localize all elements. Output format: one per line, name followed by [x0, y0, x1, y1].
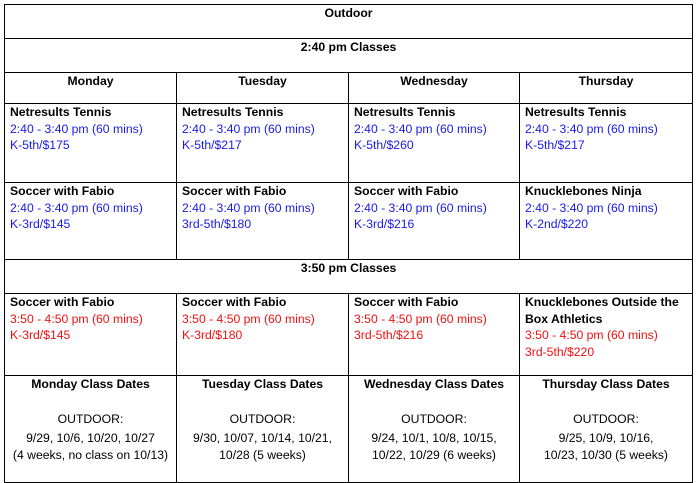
- class-time: 2:40 - 3:40 pm (60 mins): [354, 200, 487, 215]
- class-name: Netresults Tennis: [525, 105, 627, 119]
- class-time: 2:40 - 3:40 pm (60 mins): [354, 121, 487, 136]
- class-time: 2:40 - 3:40 pm (60 mins): [10, 200, 143, 215]
- class-price: K-3rd/$145: [10, 328, 71, 342]
- class-name: Soccer with Fabio: [182, 184, 287, 198]
- day-header-monday: Monday: [5, 73, 177, 104]
- class-cell: [349, 104, 520, 183]
- class-dates-label: OUTDOOR:: [573, 411, 639, 426]
- class-price: K-2nd/$220: [525, 217, 589, 231]
- class-dates-list: 9/24, 10/1, 10/8, 10/15, 10/22, 10/29 (6 weeks): [371, 431, 497, 462]
- class-dates-cell: [520, 376, 693, 483]
- class-cell: [520, 183, 693, 260]
- class-price: K-5th/$217: [182, 138, 242, 152]
- class-cell: [177, 294, 349, 376]
- class-price: K-3rd/$145: [10, 217, 71, 231]
- class-time: 2:40 - 3:40 pm (60 mins): [525, 121, 658, 136]
- class-name: Knucklebones Ninja: [525, 184, 642, 198]
- class-cell: [5, 294, 177, 376]
- section-header-row: [5, 39, 693, 73]
- class-name: Netresults Tennis: [354, 105, 456, 119]
- class-price: K-5th/$217: [525, 138, 585, 152]
- schedule-table: [4, 4, 693, 483]
- day-header-thursday: Thursday: [520, 73, 693, 104]
- class-time: 2:40 - 3:40 pm (60 mins): [10, 121, 143, 136]
- class-price: K-5th/$260: [354, 138, 414, 152]
- day-header-wednesday: Wednesday: [349, 73, 520, 104]
- class-name: Soccer with Fabio: [354, 295, 459, 309]
- class-name: Soccer with Fabio: [10, 184, 115, 198]
- class-name: Netresults Tennis: [10, 105, 112, 119]
- class-dates-label: OUTDOOR:: [401, 411, 467, 426]
- class-cell: [349, 183, 520, 260]
- class-cell: [520, 104, 693, 183]
- class-dates-title: Thursday Class Dates: [542, 377, 670, 391]
- class-name: Knucklebones Outside the Box Athletics: [525, 295, 679, 326]
- class-cell: [5, 183, 177, 260]
- class-time: 3:50 - 4:50 pm (60 mins): [182, 311, 315, 326]
- class-dates-list: 9/25, 10/9, 10/16, 10/23, 10/30 (5 weeks): [544, 431, 668, 462]
- class-time: 2:40 - 3:40 pm (60 mins): [525, 200, 658, 215]
- class-dates-label: OUTDOOR:: [229, 411, 296, 426]
- class-price: K-3rd/$216: [354, 217, 415, 231]
- class-price: K-3rd/$180: [182, 328, 243, 342]
- class-dates-title: Monday Class Dates: [31, 377, 150, 391]
- class-time: 2:40 - 3:40 pm (60 mins): [182, 200, 315, 215]
- table-title: Outdoor: [5, 5, 693, 39]
- section-title-240: 2:40 pm Classes: [5, 39, 693, 73]
- class-dates-cell: [5, 376, 177, 483]
- class-time: 3:50 - 4:50 pm (60 mins): [354, 311, 487, 326]
- section-header-row: [5, 260, 693, 294]
- class-row: [5, 294, 693, 376]
- class-dates-cell: [177, 376, 349, 483]
- class-time: 2:40 - 3:40 pm (60 mins): [182, 121, 315, 136]
- class-name: Soccer with Fabio: [10, 295, 115, 309]
- class-row: [5, 104, 693, 183]
- class-cell: [520, 294, 693, 376]
- class-price: 3rd-5th/$216: [354, 328, 424, 342]
- section-title-350: 3:50 pm Classes: [5, 260, 693, 294]
- class-cell: [349, 294, 520, 376]
- class-row: [5, 183, 693, 260]
- class-dates-title: Tuesday Class Dates: [201, 377, 324, 391]
- day-header-row: [5, 73, 693, 104]
- class-time: 3:50 - 4:50 pm (60 mins): [10, 311, 143, 326]
- class-name: Soccer with Fabio: [354, 184, 459, 198]
- class-name: Netresults Tennis: [182, 105, 284, 119]
- class-dates-cell: [349, 376, 520, 483]
- class-price: 3rd-5th/$180: [182, 217, 252, 231]
- class-dates-list: 9/29, 10/6, 10/20, 10/27 (4 weeks, no class on 10/13): [12, 431, 169, 462]
- class-cell: [177, 183, 349, 260]
- class-dates-list: 9/30, 10/07, 10/14, 10/21, 10/28 (5 weeks): [193, 431, 332, 462]
- class-dates-title: Wednesday Class Dates: [364, 377, 504, 391]
- class-dates-label: OUTDOOR:: [57, 411, 124, 426]
- class-dates-row: [5, 376, 693, 483]
- class-time: 3:50 - 4:50 pm (60 mins): [525, 328, 658, 342]
- class-price: 3rd-5th/$220: [525, 344, 595, 359]
- class-name: Soccer with Fabio: [182, 295, 287, 309]
- class-price: K-5th/$175: [10, 138, 70, 152]
- day-header-tuesday: Tuesday: [177, 73, 349, 104]
- title-row: [5, 5, 693, 39]
- class-cell: [177, 104, 349, 183]
- class-cell: [5, 104, 177, 183]
